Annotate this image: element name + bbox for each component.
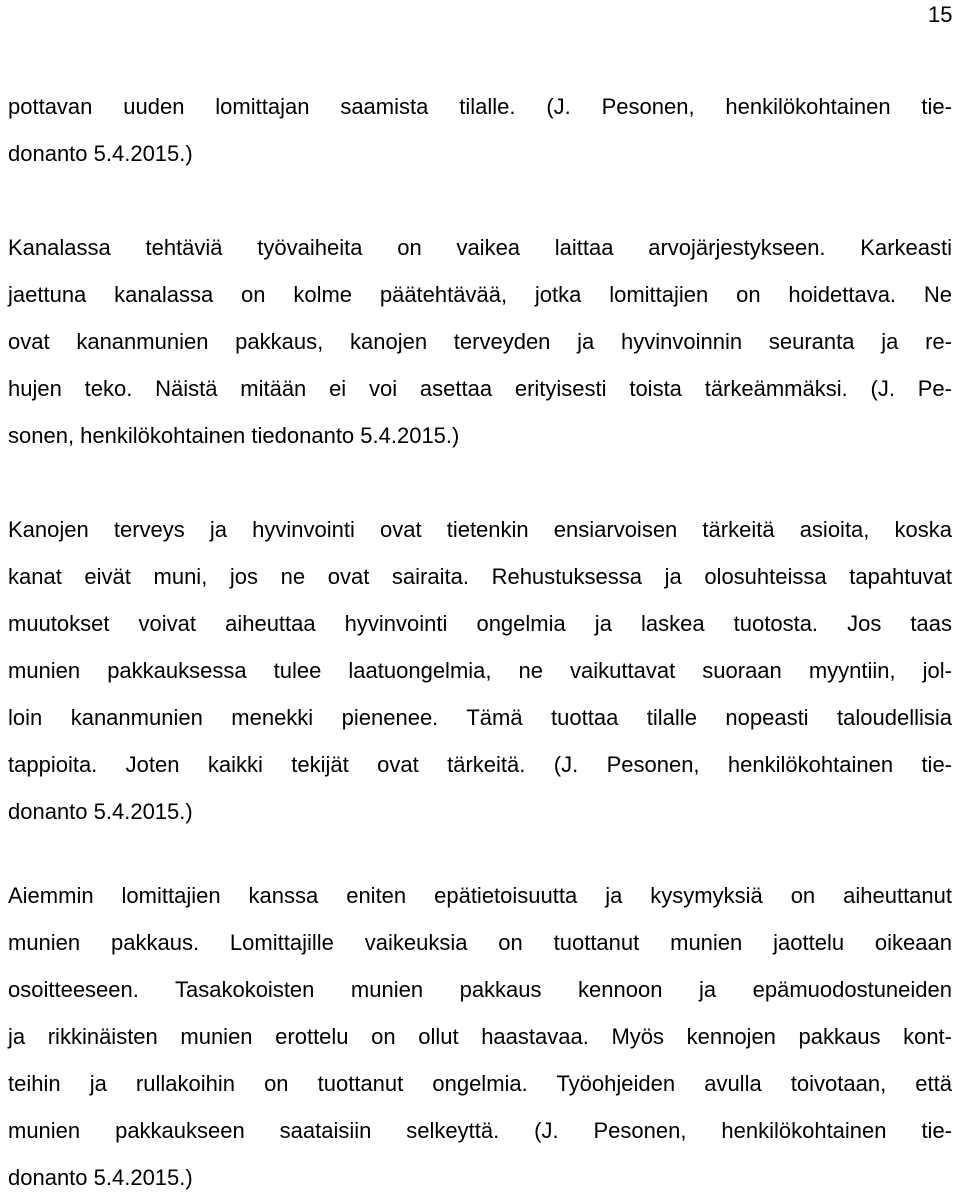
text-line: munien pakkauksessa tulee laatuongelmia, ne vaikuttavat suoraan myyntiin, jol- (8, 658, 952, 683)
text-line: tappioita. Joten kaikki tekijät ovat tärkeitä. (J. Pesonen, henkilökohtainen tie- (8, 752, 952, 777)
text-line: pottavan uuden lomittajan saamista tilalle. (J. Pesonen, henkilökohtainen tie- (8, 94, 952, 119)
text-line: Kanalassa tehtäviä työvaiheita on vaikea laittaa arvojärjestykseen. Karkeasti (8, 235, 952, 260)
text-line: jaettuna kanalassa on kolme päätehtävää, jotka lomittajien on hoidettava. Ne (8, 282, 952, 307)
text-line: kanat eivät muni, jos ne ovat sairaita. Rehustuksessa ja olosuhteissa tapahtuvat (8, 564, 952, 589)
text-line: munien pakkaukseen saataisiin selkeyttä. (J. Pesonen, henkilökohtainen tie- (8, 1118, 952, 1143)
text-line: Aiemmin lomittajien kanssa eniten epätietoisuutta ja kysymyksiä on aiheuttanut (8, 883, 952, 908)
text-line: osoitteeseen. Tasakokoisten munien pakkaus kennoon ja epämuodostuneiden (8, 977, 952, 1002)
text-line: munien pakkaus. Lomittajille vaikeuksia on tuottanut munien jaottelu oikeaan (8, 930, 952, 955)
text-line: loin kananmunien menekki pienenee. Tämä tuottaa tilalle nopeasti taloudellisia (8, 705, 952, 730)
text-line: teihin ja rullakoihin on tuottanut ongelmia. Työohjeiden avulla toivotaan, että (8, 1071, 952, 1096)
paragraph-munien-pakkaus (8, 872, 952, 1201)
paragraph-terveys-ja-hyvinvointi (8, 506, 952, 835)
text-line: donanto 5.4.2015.) (8, 1165, 193, 1190)
text-line: sonen, henkilökohtainen tiedonanto 5.4.2015.) (8, 423, 460, 448)
text-line: donanto 5.4.2015.) (8, 799, 193, 824)
page-number: 15 (928, 2, 953, 27)
paragraph-tyovaiheet (8, 224, 952, 459)
text-line: Kanojen terveys ja hyvinvointi ovat tietenkin ensiarvoisen tärkeitä asioita, koska (8, 517, 952, 542)
text-line: donanto 5.4.2015.) (8, 141, 193, 166)
text-line: hujen teko. Näistä mitään ei voi asettaa erityisesti toista tärkeämmäksi. (J. Pe- (8, 376, 952, 401)
text-line: ja rikkinäisten munien erottelu on ollut haastavaa. Myös kennojen pakkaus kont- (8, 1024, 952, 1049)
text-line: ovat kananmunien pakkaus, kanojen terveyden ja hyvinvoinnin seuranta ja re- (8, 329, 952, 354)
text-line: muutokset voivat aiheuttaa hyvinvointi ongelmia ja laskea tuotosta. Jos taas (8, 611, 952, 636)
paragraph-lomittajan-saaminen (8, 83, 952, 177)
